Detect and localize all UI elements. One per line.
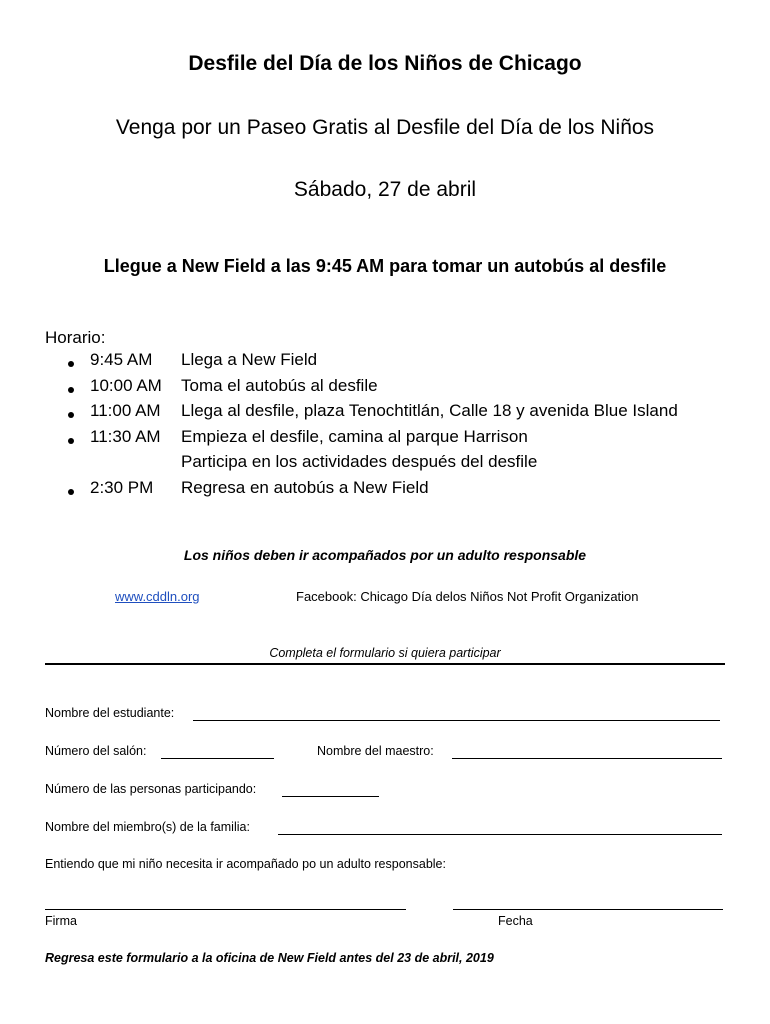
bullet-icon (68, 489, 74, 495)
student-name-label: Nombre del estudiante: (45, 706, 175, 720)
date-label: Fecha (498, 914, 533, 928)
schedule-list (0, 350, 770, 503)
arrival-instruction: Llegue a New Field a las 9:45 AM para tomar un autobús al desfile (103, 256, 667, 276)
signature-label: Firma (45, 914, 77, 928)
bullet-icon (68, 387, 74, 393)
schedule-activity: Participa en los actividades después del desfile (181, 452, 538, 471)
schedule-activity: Llega al desfile, plaza Tenochtitlán, Calle 18 y avenida Blue Island (181, 401, 678, 420)
bullet-icon (68, 412, 74, 418)
schedule-time: 11:00 AM (90, 401, 161, 420)
agreement-label: Entiendo que mi niño necesita ir acompañado po un adulto responsable: (45, 857, 446, 871)
signature-field[interactable] (45, 909, 406, 910)
room-number-label: Número del salón: (45, 744, 147, 758)
schedule-item (0, 401, 770, 427)
schedule-activity: Llega a New Field (181, 350, 318, 369)
page-title: Desfile del Día de los Niños de Chicago (188, 52, 582, 75)
schedule-item (0, 478, 770, 504)
schedule-activity: Regresa en autobús a New Field (181, 477, 429, 497)
bullet-icon (68, 438, 74, 444)
return-instruction: Regresa este formulario a la oficina de New Field antes del 23 de abril, 2019 (45, 951, 494, 965)
form-heading: Completa el formulario si quiera participar (269, 646, 501, 660)
event-date: Sábado, 27 de abril (293, 178, 477, 201)
student-name-field[interactable] (193, 720, 720, 721)
family-members-field[interactable] (278, 834, 722, 835)
participants-field[interactable] (282, 796, 379, 797)
date-field[interactable] (453, 909, 723, 910)
bullet-icon (68, 361, 74, 367)
room-number-field[interactable] (161, 758, 274, 759)
page-subtitle: Venga por un Paseo Gratis al Desfile del Día de los Niños (115, 116, 655, 139)
schedule-activity: Toma el autobús al desfile (181, 375, 378, 395)
adult-note: Los niños deben ir acompañados por un adulto responsable (183, 547, 587, 563)
schedule-time: 9:45 AM (90, 350, 153, 369)
schedule-item (0, 376, 770, 402)
schedule-item (0, 427, 770, 453)
schedule-item (0, 350, 770, 376)
divider (45, 663, 725, 665)
schedule-item (0, 452, 770, 478)
teacher-name-label: Nombre del maestro: (317, 744, 434, 758)
schedule-label: Horario: (45, 328, 106, 347)
schedule-activity: Empieza el desfile, camina al parque Harrison (181, 426, 528, 446)
schedule-time: 10:00 AM (90, 375, 162, 395)
website-link[interactable]: www.cddln.org (115, 589, 200, 604)
teacher-name-field[interactable] (452, 758, 722, 759)
facebook-text: Facebook: Chicago Día delos Niños Not Profit Organization (296, 589, 639, 604)
schedule-time: 2:30 PM (90, 477, 154, 497)
schedule-time: 11:30 AM (90, 426, 161, 446)
participants-label: Número de las personas participando: (45, 782, 257, 796)
family-members-label: Nombre del miembro(s) de la familia: (45, 820, 250, 834)
